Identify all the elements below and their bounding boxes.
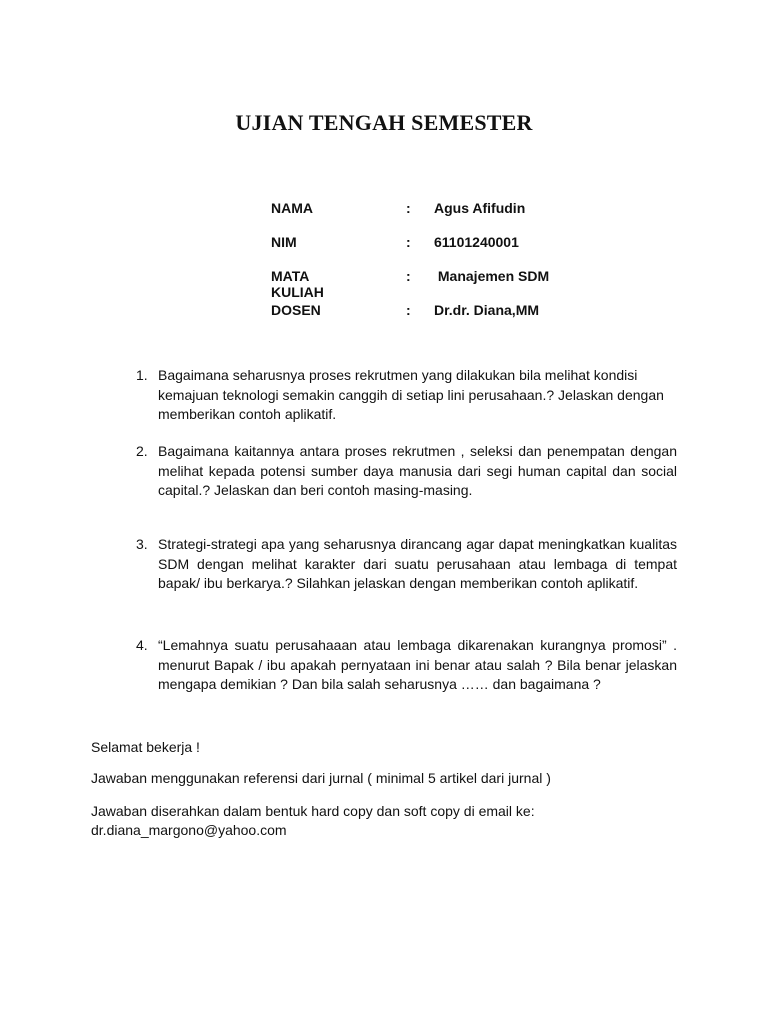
info-colon: : [406,234,411,250]
question-text: Strategi-strategi apa yang seharusnya dirancang agar dapat meningkatkan kualitas SDM dengan melihat karakter dari suatu perusahaan atau lembaga di tempat bapak/ ibu berkarya.? Silahkan jelaskan dengan memberikan contoh aplikatif. [158,536,677,591]
question-text: “Lemahnya suatu perusahaaan atau lembaga dikarenakan kurangnya promosi” . menurut Bapak / ibu apakah pernyataan ini benar atau salah ? Bila benar jelaskan mengapa demikian ? Dan bila salah seharusnya …… dan bagaimana ? [158,637,677,692]
submission-email: dr.diana_margono@yahoo.com [91,822,287,838]
submission-note: Jawaban diserahkan dalam bentuk hard copy dan soft copy di email ke: [91,803,535,819]
info-value-nim: 61101240001 [434,234,519,250]
info-value-mata-kuliah: Manajemen SDM [434,268,550,284]
info-colon: : [406,200,411,216]
page-title: UJIAN TENGAH SEMESTER [235,110,533,135]
question-number: 2. [136,443,148,459]
info-value-dosen: Dr.dr. Diana,MM [434,302,540,318]
info-label: NAMA [271,200,313,216]
question-number: 3. [136,536,148,552]
info-label: DOSEN [271,302,321,318]
info-value-nama: Agus Afifudin [434,200,526,216]
question-number: 4. [136,637,148,653]
info-label: MATA KULIAH [271,268,324,300]
reference-note: Jawaban menggunakan referensi dari jurnal ( minimal 5 artikel dari jurnal ) [91,770,551,786]
info-label: NIM [271,234,297,250]
info-colon: : [406,302,411,318]
info-colon: : [406,268,411,284]
question-number: 1. [136,367,148,383]
question-text: Bagaimana seharusnya proses rekrutmen yang dilakukan bila melihat kondisi kemajuan teknologi semakin canggih di setiap lini perusahaan.? Jelaskan dengan memberikan contoh aplikatif. [158,367,664,422]
closing-greeting: Selamat bekerja ! [91,739,200,755]
question-text: Bagaimana kaitannya antara proses rekrutmen , seleksi dan penempatan dengan melihat kepada potensi sumber daya manusia dari segi human capital dan social capital.? Jelaskan dan beri contoh masing-masing. [158,443,677,498]
